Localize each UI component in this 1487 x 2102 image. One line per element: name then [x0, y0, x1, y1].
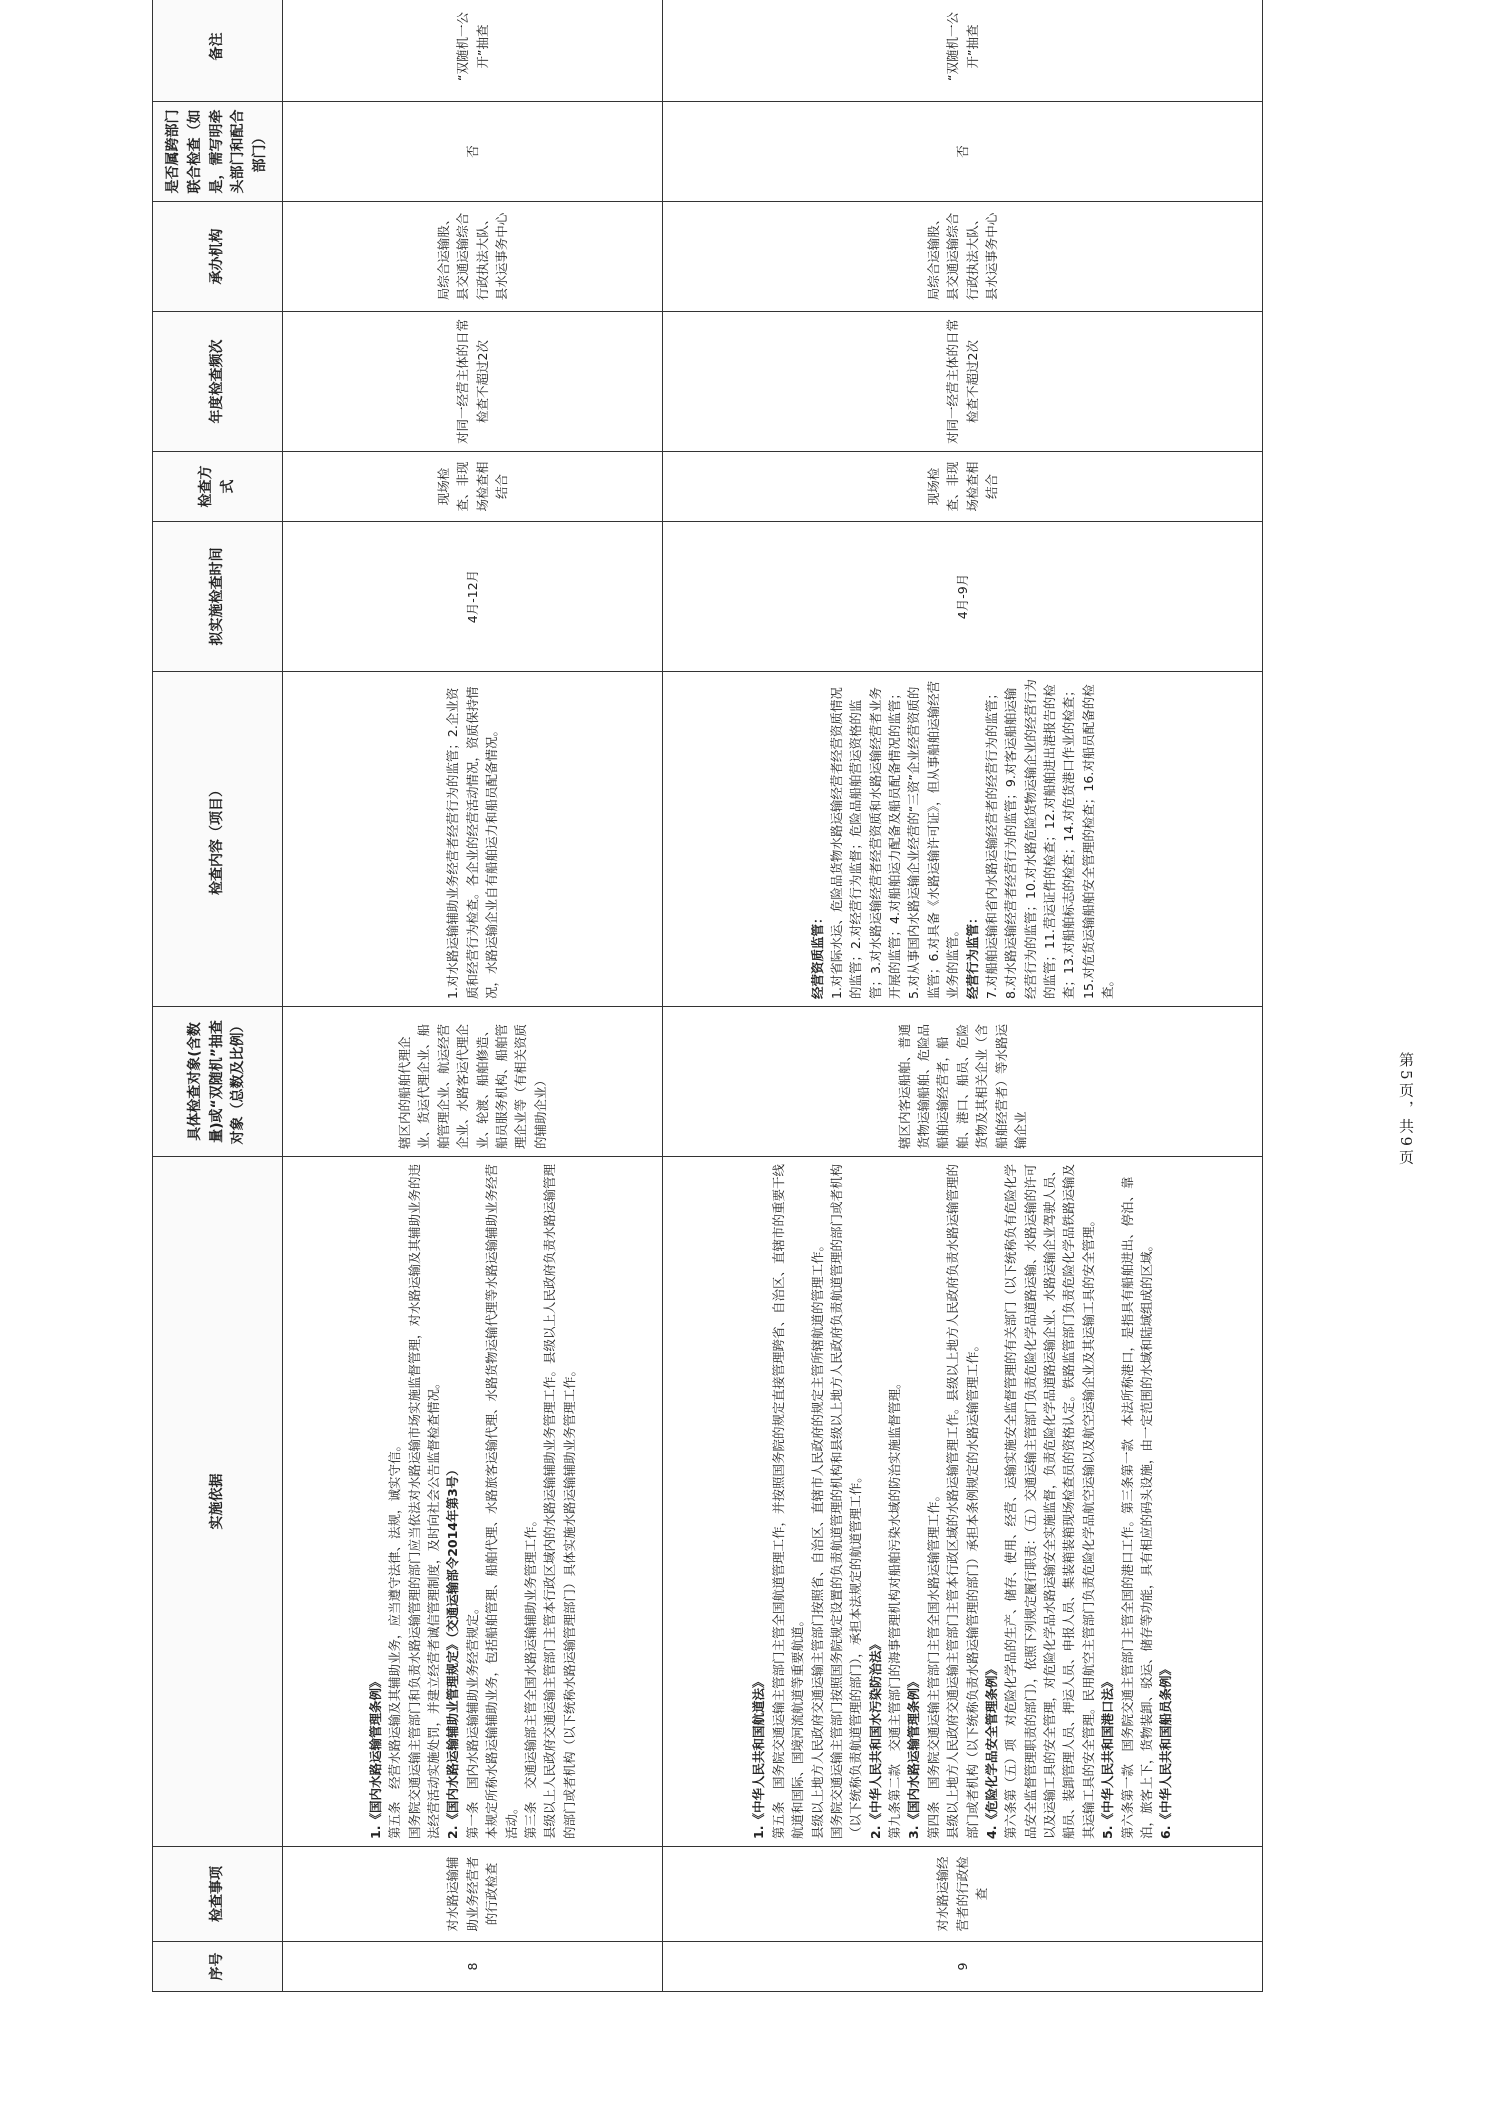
row-agency: 局综合运输股、县交通运输综合行政执法大队、县水运事务中心	[283, 202, 663, 312]
row-seq: 9	[663, 1942, 1263, 1992]
basis-line: 3.《国内水路运输管理条例》	[906, 1675, 922, 1839]
header-method: 检查方式	[153, 452, 283, 522]
basis-line: 5.《中华人民共和国港口法》	[1100, 1675, 1116, 1839]
header-joint: 是否属跨部门联合检查（如是，需写明牵头部门和配合部门）	[153, 102, 283, 202]
table-row	[663, 0, 1263, 1992]
row-content	[663, 672, 1263, 1007]
header-item: 检查事项	[153, 1847, 283, 1942]
basis-line: 县级以上地方人民政府交通运输主管部门主管本行政区域的水路运输管理工作。县级以上地方人民政府负责水路运输管理的部门或者机构（以下统称负责水路运输管理的部门）承担本条例规定的水路运输管理工作。	[945, 1163, 980, 1839]
content-line: 经营行为监管：	[964, 911, 980, 999]
row-remark: “双随机一公开”抽查	[663, 0, 1263, 102]
basis-line: 县级以上人民政府交通运输主管部门主管本行政区域内的水路运输辅助业务管理工作。县级以上人民政府负责水路运输管理的部门或者机构（以下统称水路运输管理部门）具体实施水路运输辅助业务管理工作。	[542, 1163, 577, 1839]
row-seq: 8	[283, 1942, 663, 1992]
basis-line: 4.《危险化学品安全管理条例》	[983, 1663, 999, 1839]
basis-line: 2.《中华人民共和国水污染防治法》	[867, 1638, 883, 1839]
row-basis	[283, 1157, 663, 1847]
content-line: 1.对省际水运、危险品货物水路运输经营者经营资质情况的监管；2.对经营行为监督；危险品船舶营运资格的监管；3.对水路运输经营者经营资质和水路运输经营者业务开展的监管；4.对船舶运力配备及船员配备情况的监管；5.对从事国内水路运输企业经营的“三资”企业经营资质的监管；6.对具备《水路运输许可证》，但从事船舶运输经营业务的监管。	[828, 680, 961, 999]
row-agency: 局综合运输股、县交通运输综合行政执法大队、县水运事务中心	[663, 202, 1263, 312]
basis-line: 第六条第一款 国务院交通主管部门主管全国的港口工作。第三条第一款 本法所称港口，是指具有船舶进出、停泊、靠泊，旅客上下，货物装卸、驳运、储存等功能，具有相应的码头设施，由一定范围的水域和陆域组成的区域。	[1119, 1176, 1154, 1839]
row-remark: “双随机一公开”抽查	[283, 0, 663, 102]
row-method: 现场检查、非现场检查相结合	[663, 452, 1263, 522]
page-number: 第5页，共9页	[1397, 1052, 1415, 1168]
table-row	[283, 0, 663, 1992]
header-remark: 备注	[153, 0, 283, 102]
row-object: 辖区内的船舶代理企业、货运代理企业、船舶管理企业、航运经营企业、水路客运代理企业、轮渡、船舶修造、船员服务机构、船舶管理企业等（有相关资质的辅助企业）	[283, 1007, 663, 1157]
row-time: 4月-9月	[663, 522, 1263, 672]
header-basis: 实施依据	[153, 1157, 283, 1847]
row-frequency: 对同一经营主体的日常检查不超过2次	[663, 312, 1263, 452]
basis-line: 国务院交通运输主管部门按照国务院规定设置的负责航道管理的机构和县级以上地方人民政府负责航道管理的部门或者机构（以下统称负责航道管理的部门），承担本法规定的航道管理工作。	[828, 1163, 864, 1839]
header-agency: 承办机构	[153, 202, 283, 312]
header-time: 拟实施检查时间	[153, 522, 283, 672]
basis-line: 1.《中华人民共和国航道法》	[751, 1675, 767, 1839]
header-seq: 序号	[153, 1942, 283, 1992]
header-object: 具体检查对象(含数量)或“双随机”抽查对象（总数及比例）	[153, 1007, 283, 1157]
row-joint: 否	[283, 102, 663, 202]
header-frequency: 年度检查频次	[153, 312, 283, 452]
basis-line: 第三条 交通运输部主管全国水路运输辅助业务管理工作。	[522, 1513, 538, 1839]
basis-line: 第四条 国务院交通运输主管部门主管全国水路运输管理工作。	[925, 1488, 941, 1839]
content-line: 经营资质监管：	[809, 911, 825, 999]
header-row	[153, 0, 283, 1992]
row-time: 4月-12月	[283, 522, 663, 672]
basis-line: 2.《国内水路运输辅助业管理规定》（交通运输部令2014年第3号）	[445, 1463, 461, 1839]
row-item: 对水路运输经营者的行政检查	[663, 1847, 1263, 1942]
basis-line: 县级以上地方人民政府交通运输主管部门按照省、自治区、直辖市人民政府的规定主管所辖航道的管理工作。	[809, 1238, 825, 1839]
row-frequency: 对同一经营主体的日常检查不超过2次	[283, 312, 663, 452]
row-object: 辖区内客运船舶、普通货物运输船舶、危险品船舶运输经营者，船舶、港口、船员、危险货物及其相关企业（含船舶经营者）等水路运输企业	[663, 1007, 1263, 1157]
basis-line: 第九条第二款 交通主管部门的海事管理机构对船舶污染水域的防治实施监督管理。	[887, 1376, 902, 1839]
row-item: 对水路运输辅助业务经营者的行政检查	[283, 1847, 663, 1942]
basis-line: 第一条 国内水路运输辅助业务经营规定。	[464, 1601, 480, 1839]
basis-line: 第六条第（五）项 对危险化学品的生产、储存、使用、经营、运输实施安全监督管理的有关部门（以下统称负有危险化学品安全监督管理职责的部门），依照下列规定履行职责：（五）交通运输主管部门负责危险化学品道路运输、水路运输的许可以及运输工具的安全管理，对危险化学品水路运输安全实施监督，负责危险化学品道路运输企业、水路运输企业驾驶人员、船员、装卸管理人员、押运人员、申报人员、集装箱装箱现场检查员的资格认定。铁路监管部门负责危险化学品铁路运输及其运输工具的安全管理。民用航空主管部门负责危险化学品航空运输以及航空运输企业及其运输工具的安全管理。	[1003, 1163, 1096, 1839]
basis-line: 国务院交通运输主管部门和负责水路运输管理的部门应当依法对水路运输市场实施监督管理，对水路运输及其辅助业务的违法经营活动实施处罚，并建立经营者诚信管理制度，及时向社会公告监督检查情况。	[406, 1163, 442, 1839]
basis-line: 本规定所称水路运输辅助业务，包括船舶管理、船舶代理、水路旅客运输代理、水路货物运输代理等水路运输辅助业务经营活动。	[484, 1163, 519, 1839]
basis-line: 6.《中华人民共和国船员条例》	[1158, 1663, 1174, 1839]
row-method: 现场检查、非现场检查相结合	[283, 452, 663, 522]
row-content: 1.对水路运输辅助业务经营者经营行为的监管；2.企业资质和经营行为检查。各企业的经营活动情况，资质保持情况，水路运输企业自有船舶运力和船员配备情况。	[283, 672, 663, 1007]
row-joint: 否	[663, 102, 1263, 202]
inspection-plan-table	[152, 0, 1263, 1992]
row-basis	[663, 1157, 1263, 1847]
content-line: 7.对船舶运输和省内水路运输经营者的经营行为的监管；8.对水路运输经营者经营行为的监管；9.对客运船舶运输经营行为的监管；10.对水路危险货物运输企业的经营行为的监管；11.营运证件的检查；12.对船舶进出港报告的检查；13.对船舶标志的检查；14.对危货港口作业的检查；15.对危货运输船舶安全管理的检查；16.对船员配备的检查。	[983, 679, 1116, 999]
basis-line: 第五条 国务院交通运输主管部门主管全国航道管理工作，并按照国务院的规定直接管理跨省、自治区、直辖市的重要干线航道和国际、国境河流航道等重要航道。	[770, 1163, 806, 1839]
rotated-inspection-table	[152, 12, 1262, 1992]
basis-line: 1.《国内水路运输管理条例》	[367, 1675, 383, 1839]
basis-line: 第五条 经营水路运输及其辅助业务，应当遵守法律、法规，诚实守信。	[387, 1438, 403, 1839]
header-content: 检查内容（项目）	[153, 672, 283, 1007]
